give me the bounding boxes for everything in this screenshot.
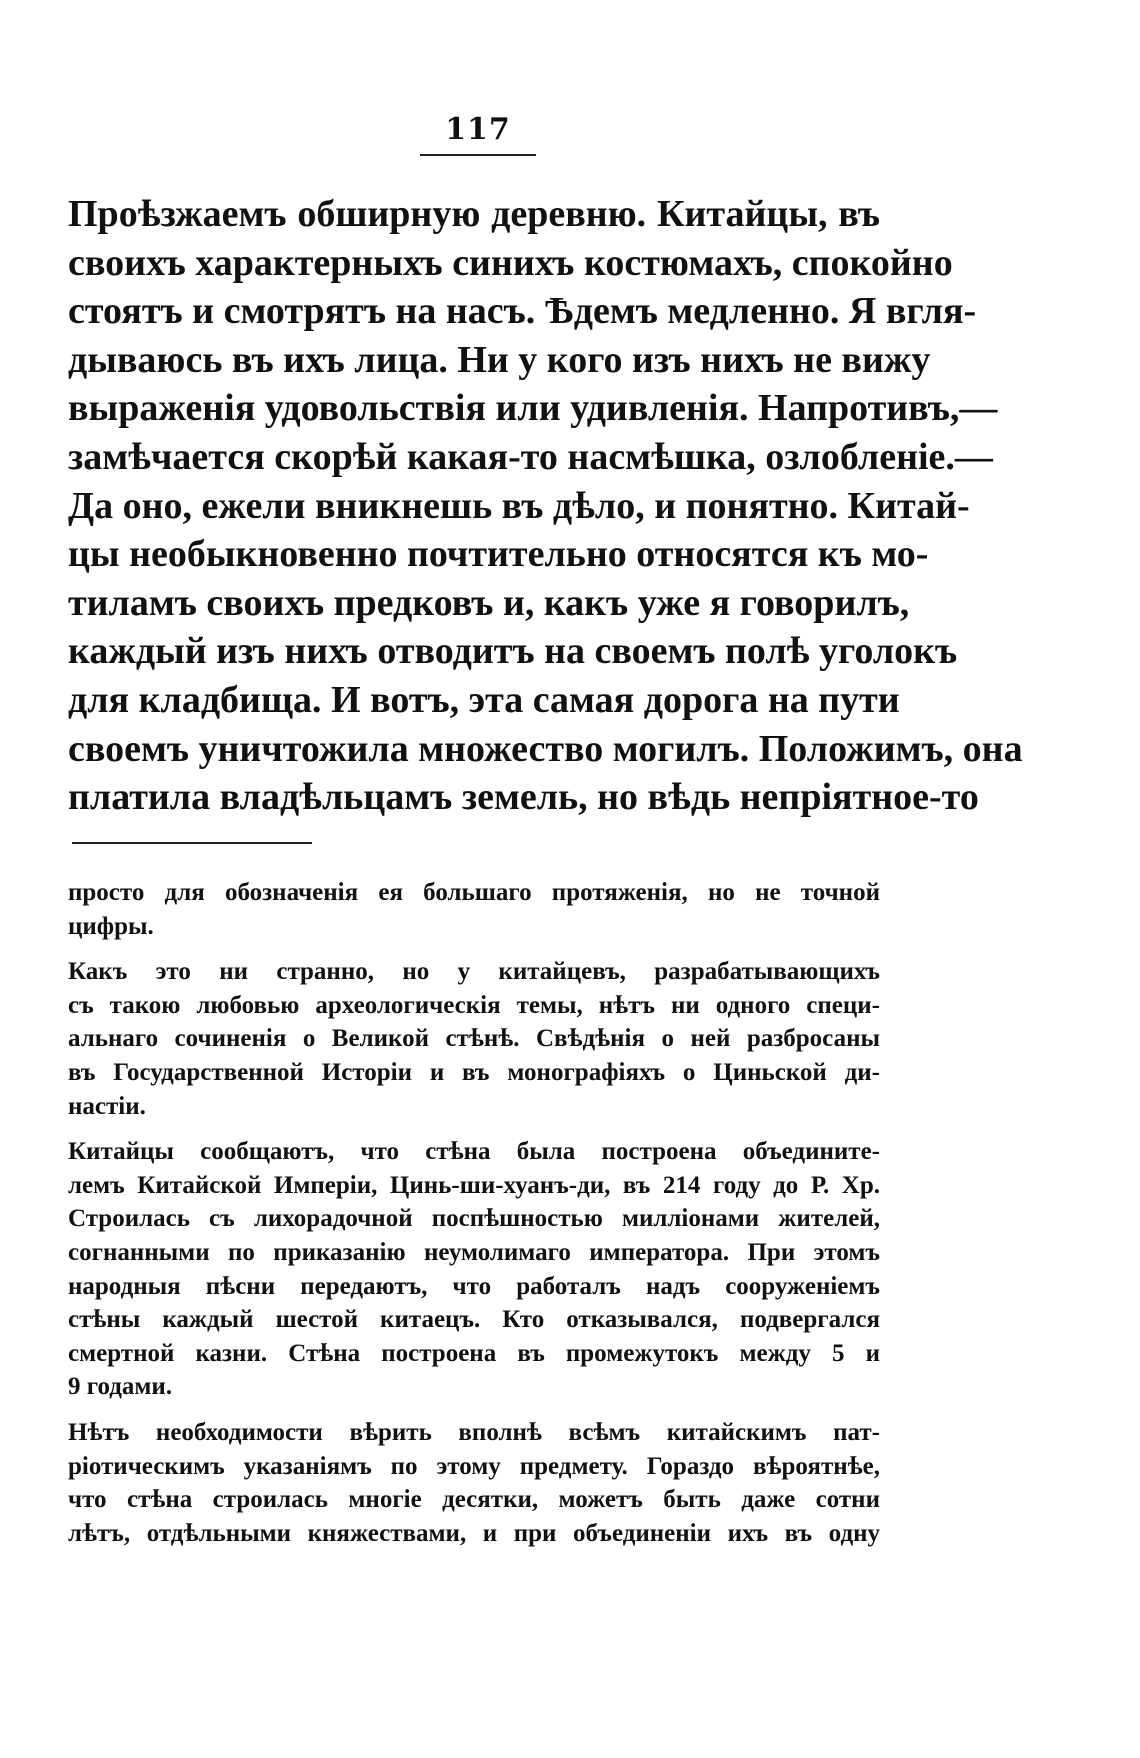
main-text-line: тиламъ своихъ предковъ и, какъ уже я говорилъ, (68, 581, 910, 624)
footnote-line: настіи. (68, 1092, 146, 1120)
main-text-line: Проѣзжаемъ обширную деревню. Китайцы, въ (68, 193, 880, 235)
footnote-line: смертной казни. Стѣна построена въ промежутокъ между 5 и (68, 1339, 880, 1367)
footnote-line: 9 годами. (68, 1373, 173, 1401)
footnote-paragraph (68, 1135, 880, 1404)
main-text-line: Да оно, ежели вникнешь въ дѣло, и понятно. Китай- (68, 484, 970, 527)
main-text-line: каждый изъ нихъ отводитъ на своемъ полѣ уголокъ (68, 630, 958, 673)
footnote-line: съ такою любовью археологическія темы, нѣтъ ни одного специ- (68, 991, 880, 1019)
footnote-paragraph (68, 876, 880, 943)
main-text-line: выраженія удовольствія или удивленія. Напротивъ,— (68, 387, 998, 430)
main-text-line: своихъ характерныхъ синихъ костюмахъ, спокойно (68, 241, 953, 284)
footnote-paragraph (68, 1416, 880, 1550)
footnote-line: стѣны каждый шестой китаецъ. Кто отказывался, подвергался (68, 1306, 880, 1334)
main-text-line: цы необыкновенно почтительно относятся къ мо- (68, 533, 929, 576)
footnote-separator (72, 842, 312, 844)
footnote-line: народныя пѣсни передаютъ, что работалъ надъ сооруженіемъ (68, 1272, 880, 1300)
footnotes (68, 876, 880, 1562)
footnote-line: цифры. (68, 912, 154, 940)
footnote-line: ріотическимъ указаніямъ по этому предмету. Гораздо вѣроятнѣе, (68, 1452, 880, 1480)
main-text (68, 190, 1023, 822)
footnote-line: Китайцы сообщаютъ, что стѣна была построена объедините- (68, 1138, 880, 1166)
main-text-line: платила владѣльцамъ земель, но вѣдь непріятное-то (68, 776, 979, 819)
footnote-line: Какъ это ни странно, но у китайцевъ, разрабатывающихъ (68, 958, 880, 986)
footnote-line: просто для обозначенія ея большаго протяженія, но не точной (68, 879, 880, 906)
main-text-line: замѣчается скорѣй какая-то насмѣшка, озлобленіе.— (68, 435, 993, 478)
page-number-rule (420, 154, 536, 156)
page-number: 117 (445, 112, 511, 147)
footnote-paragraph (68, 955, 880, 1123)
footnote-line: Строилась съ лихорадочной поспѣшностью милліонами жителей, (68, 1205, 880, 1233)
footnote-line: лѣтъ, отдѣльными княжествами, и при объединеніи ихъ въ одну (68, 1519, 880, 1547)
footnote-line: согнанными по приказанію неумолимаго императора. При этомъ (68, 1238, 880, 1266)
footnote-line: въ Государственной Исторіи и въ монографіяхъ о Циньской ди- (68, 1058, 880, 1086)
main-text-line: для кладбища. И вотъ, эта самая дорога на пути (68, 678, 900, 721)
footnote-line: лемъ Китайской Имперіи, Цинь-ши-хуанъ-ди, въ 214 году до Р. Хр. (68, 1171, 880, 1199)
main-text-line: своемъ уничтожила множество могилъ. Положимъ, она (68, 727, 1023, 770)
footnote-line: что стѣна строилась многіе десятки, можетъ быть даже сотни (68, 1486, 880, 1514)
main-text-line: стоятъ и смотрятъ на насъ. Ѣдемъ медленно. Я вгля- (68, 290, 977, 333)
footnote-line: Нѣтъ необходимости вѣрить вполнѣ всѣмъ китайскимъ пат- (68, 1418, 880, 1446)
footnote-line: альнаго сочиненія о Великой стѣнѣ. Свѣдѣнія о ней разбросаны (68, 1025, 880, 1053)
main-text-line: дываюсь въ ихъ лица. Ни у кого изъ нихъ не вижу (68, 338, 931, 381)
